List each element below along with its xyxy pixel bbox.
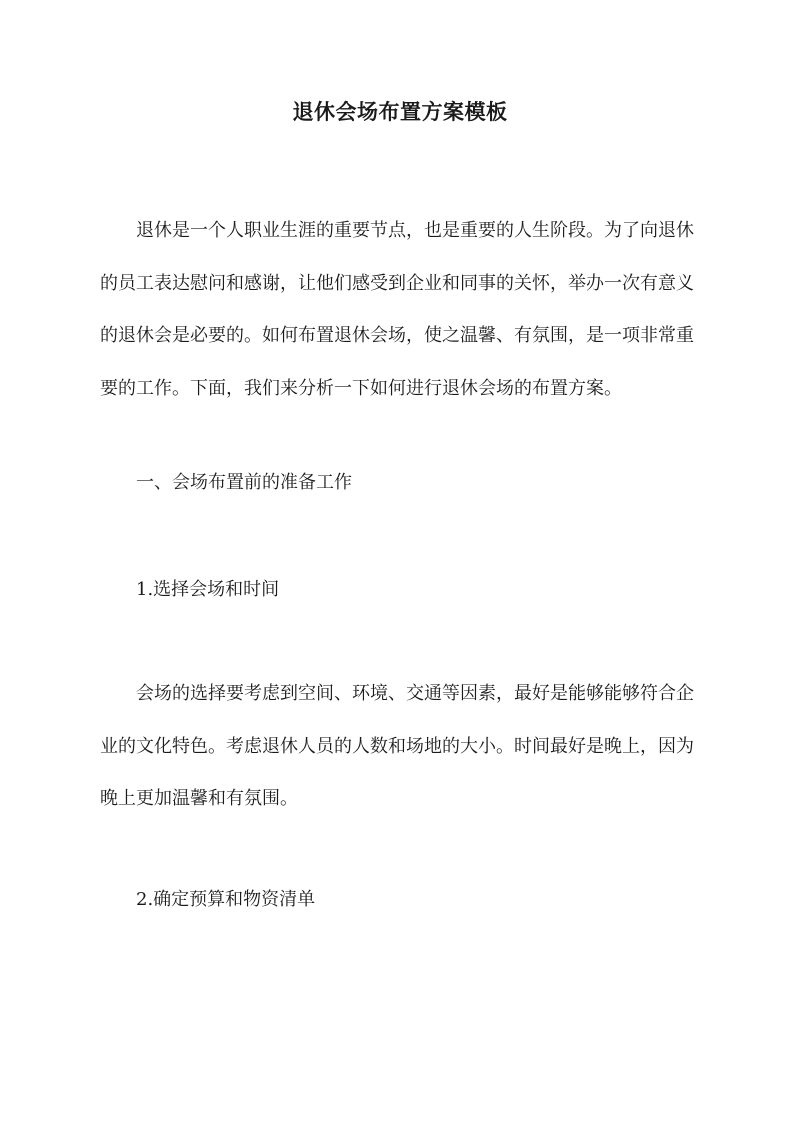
subsection-heading-budget: 2.确定预算和物资清单	[136, 889, 316, 910]
document-title: 退休会场布置方案模板	[292, 99, 508, 124]
subsection-heading-venue-time: 1.选择会场和时间	[136, 579, 280, 600]
intro-paragraph: 退休是一个人职业生涯的重要节点，也是重要的人生阶段。为了向退休的员工表达慰问和感谢，让他们感受到企业和同事的关怀，举办一次有意义的退休会是必要的。如何布置退休会场，使之温馨、有氛围，是一项非常重要的工作。下面，我们来分析一下如何进行退休会场的布置方案。	[100, 220, 694, 399]
section-heading-preparation: 一、会场布置前的准备工作	[136, 472, 352, 493]
venue-time-paragraph: 会场的选择要考虑到空间、环境、交通等因素，最好是能够能够符合企业的文化特色。考虑退休人员的人数和场地的大小。时间最好是晚上，因为晚上更加温馨和有氛围。	[100, 683, 694, 809]
